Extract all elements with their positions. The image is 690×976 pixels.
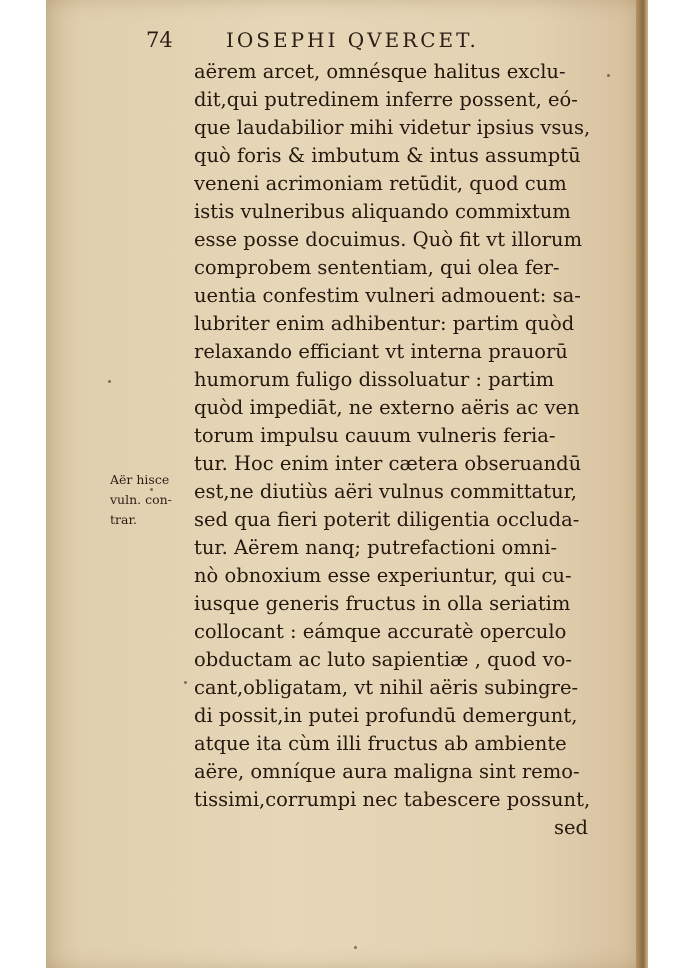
text-line: tissimi,corrumpi nec tabescere possunt, [194,788,591,811]
text-line: obductam ac luto sapientiæ , quod vo- [194,648,572,671]
marginal-note-line: Aër hisce [110,472,170,487]
text-line: tur. Hoc enim inter cætera obseruandū [194,452,582,475]
text-line: dit,qui putredinem inferre possent, eó- [194,88,578,111]
marginal-note-line: trar. [110,512,138,527]
text-line: cant,obligatam, vt nihil aëris subingre- [194,676,579,699]
text-line: sed qua fieri poterit diligentia occluda- [194,508,580,531]
text-line: atque ita cùm illi fructus ab ambiente [194,732,567,755]
text-line: aëre, omníque aura maligna sint remo- [194,760,580,783]
page-number: 74 [146,28,173,52]
text-line: que laudabilior mihi videtur ipsius vsus, [194,116,591,139]
ink-speck [607,74,610,77]
text-line: comprobem sententiam, qui olea fer- [194,256,560,279]
catchword: sed [553,816,588,839]
page-edge [636,0,648,968]
ink-speck [354,946,357,949]
text-line: iusque generis fructus in olla seriatim [194,592,571,615]
marginal-note-line: vuln. con- [110,492,172,507]
text-line: uentia confestim vulneri admouent: sa- [194,284,581,307]
running-head [146,28,576,52]
text-line: relaxando efficiant vt interna prauorū [194,340,568,363]
text-line: aërem arcet, omnésque halitus exclu- [194,60,566,83]
text-line: nò obnoxium esse experiuntur, qui cu- [194,564,572,587]
text-line: torum impulsu cauum vulneris feria- [194,424,556,447]
text-line: di possit,in putei profundū demergunt, [194,704,578,727]
text-line: humorum fuligo dissoluatur : partim [194,368,555,391]
running-title: IOSEPHI QVERCET. [226,28,479,52]
ink-speck [108,380,111,383]
text-line: quò foris & imbutum & intus assumptū [194,144,581,167]
text-line: est,ne diutiùs aëri vulnus committatur, [194,480,578,503]
body-text [194,58,594,842]
marginal-note [110,470,190,530]
ink-speck [184,681,187,684]
text-line: veneni acrimoniam retūdit, quod cum [194,172,567,195]
text-line: quòd impediāt, ne externo aëris ac ven [194,396,580,419]
text-line: esse posse docuimus. Quò fit vt illorum [194,228,583,251]
text-line: collocant : eámque accuratè operculo [194,620,567,643]
text-line: istis vulneribus aliquando commixtum [194,200,571,223]
text-line: tur. Aërem nanq; putrefactioni omni- [194,536,558,559]
text-line: lubriter enim adhibentur: partim quòd [194,312,575,335]
